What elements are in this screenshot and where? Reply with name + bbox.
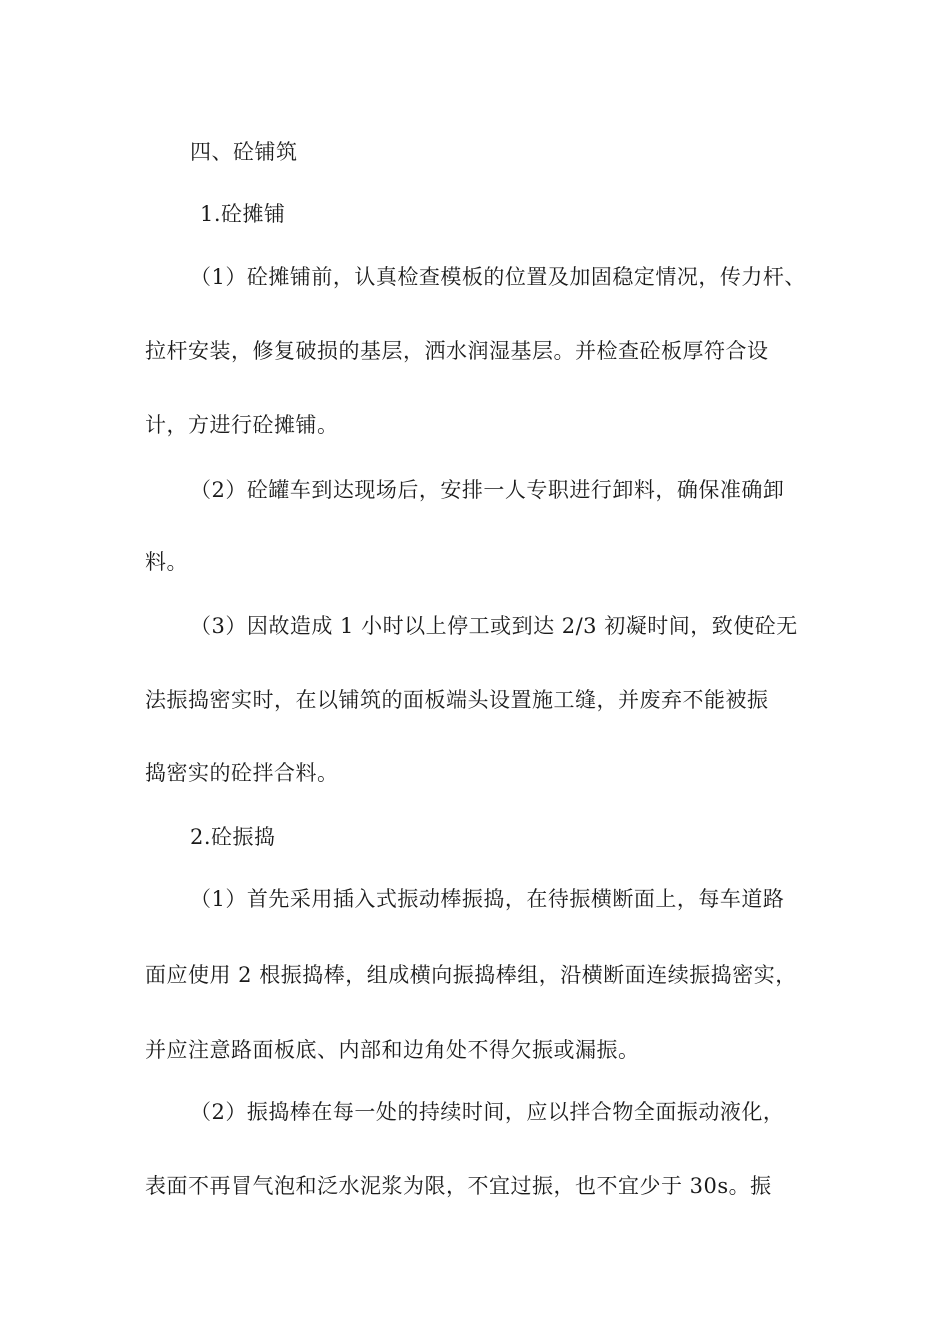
- paragraph-line: （2）振捣棒在每一处的持续时间，应以拌合物全面振动液化，: [190, 1100, 785, 1124]
- paragraph-line: 并应注意路面板底、内部和边角处不得欠振或漏振。: [145, 1038, 640, 1062]
- paragraph-line: 法振捣密实时，在以铺筑的面板端头设置施工缝，并废弃不能被振: [145, 688, 769, 712]
- paragraph-line: （1）首先采用插入式振动棒振捣，在待振横断面上，每车道路: [190, 887, 785, 911]
- paragraph-line: 计，方进行砼摊铺。: [145, 413, 339, 437]
- section-heading: 四、砼铺筑: [190, 140, 298, 164]
- paragraph-line: 表面不再冒气泡和泛水泥浆为限，不宜过振，也不宜少于 30s。振: [145, 1174, 772, 1198]
- paragraph-line: 料。: [145, 550, 188, 574]
- paragraph-line: 面应使用 2 根振捣棒，组成横向振捣棒组，沿横断面连续振捣密实，: [145, 963, 797, 987]
- paragraph-line: （3）因故造成 1 小时以上停工或到达 2/3 初凝时间，致使砼无: [190, 614, 798, 638]
- paragraph-line: （1）砼摊铺前，认真检查模板的位置及加固稳定情况，传力杆、: [190, 265, 806, 289]
- paragraph-line: （2）砼罐车到达现场后，安排一人专职进行卸料，确保准确卸: [190, 478, 785, 502]
- paragraph-line: 拉杆安装，修复破损的基层，洒水润湿基层。并检查砼板厚符合设: [145, 339, 769, 363]
- subsection-heading: 1.砼摊铺: [200, 202, 286, 226]
- paragraph-line: 捣密实的砼拌合料。: [145, 761, 339, 785]
- subsection-heading: 2.砼振捣: [190, 825, 276, 849]
